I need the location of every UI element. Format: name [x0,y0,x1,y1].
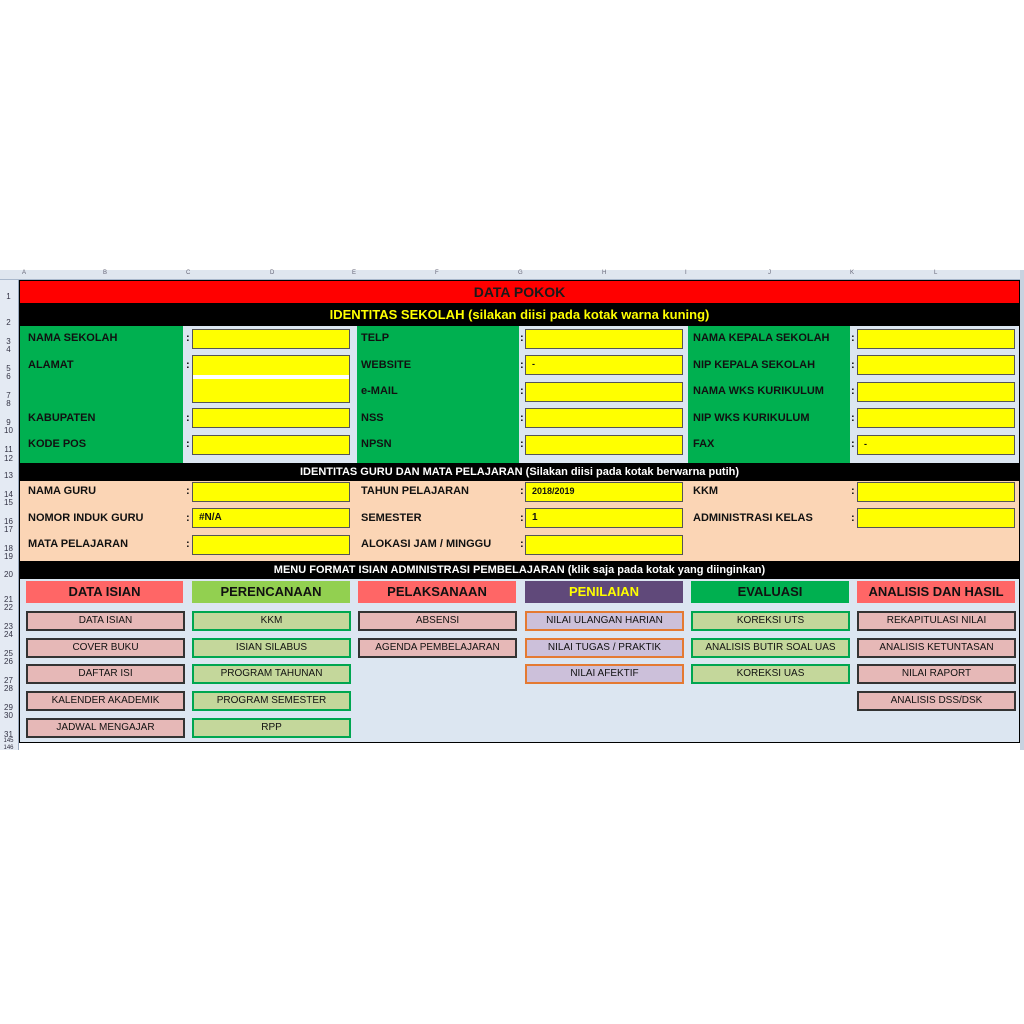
analisis-butir-soal-uas-button[interactable]: ANALISIS BUTIR SOAL UAS [691,638,850,658]
label-website: WEBSITE [361,359,412,371]
mata-pelajaran-input[interactable] [192,535,350,555]
label-kode-pos: KODE POS [28,438,87,450]
column-header[interactable]: I [685,270,687,276]
koreksi-uts-button[interactable]: KOREKSI UTS [691,611,850,631]
column-header[interactable]: E [352,270,357,276]
row-header[interactable]: 15 [4,498,13,507]
fax-input[interactable]: - [857,435,1015,455]
row-header[interactable]: 10 [4,426,13,435]
absensi-button[interactable]: ABSENSI [358,611,517,631]
column-header[interactable]: J [768,270,771,276]
row-header[interactable]: 31 [4,730,13,739]
colon: : [851,438,855,450]
label-fax: FAX [693,438,715,450]
colon: : [520,485,524,497]
alokasi-jam-input[interactable] [525,535,683,555]
alamat-input[interactable] [192,355,350,403]
label-nama-sekolah: NAMA SEKOLAH [28,332,118,344]
row-header[interactable]: 24 [4,630,13,639]
kkm-input[interactable] [857,482,1015,502]
column-header[interactable]: H [602,270,607,276]
daftar-isi-button[interactable]: DAFTAR ISI [26,664,185,684]
label-nama-wks-kurikulum: NAMA WKS KURIKULUM [693,385,824,397]
colon: : [851,359,855,371]
colon: : [520,538,524,550]
data-pokok-sheet [19,280,1020,743]
email-input[interactable] [525,382,683,402]
nss-input[interactable] [525,408,683,428]
row-header[interactable]: 11 [4,445,13,454]
colon: : [186,332,190,344]
category-pelaksanaan: PELAKSANAAN [358,581,516,603]
row-header[interactable]: 23 [4,622,13,631]
analisis-ketuntasan-button[interactable]: ANALISIS KETUNTASAN [857,638,1016,658]
row-header[interactable]: 25 [4,649,13,658]
column-header[interactable]: B [103,270,108,276]
colon: : [186,485,190,497]
cover-buku-button[interactable]: COVER BUKU [26,638,185,658]
program-tahunan-button[interactable]: PROGRAM TAHUNAN [192,664,351,684]
label-alamat: ALAMAT [28,359,74,371]
row-header[interactable]: 6 [6,372,11,381]
nama-wks-kurikulum-input[interactable] [857,382,1015,402]
colon: : [520,412,524,424]
tahun-pelajaran-input[interactable]: 2018/2019 [525,482,683,502]
row-header[interactable]: 29 [4,703,13,712]
semester-input[interactable]: 1 [525,508,683,528]
row-header[interactable]: 145 [3,738,14,744]
kalender-akademik-button[interactable]: KALENDER AKADEMIK [26,691,185,711]
label-nama-guru: NAMA GURU [28,485,97,497]
row-header[interactable]: 12 [4,454,13,463]
jadwal-mengajar-button[interactable]: JADWAL MENGAJAR [26,718,185,738]
row-header[interactable]: 16 [4,517,13,526]
nomor-induk-guru-input[interactable]: #N/A [192,508,350,528]
nama-guru-input[interactable] [192,482,350,502]
row-header[interactable]: 21 [4,595,13,604]
label-semester: SEMESTER [361,512,422,524]
administrasi-kelas-input[interactable] [857,508,1015,528]
school-section-header: IDENTITAS SEKOLAH (silakan diisi pada kotak warna kuning) [20,303,1019,326]
label-telp: TELP [361,332,390,344]
colon: : [520,385,524,397]
colon: : [186,512,190,524]
row-header[interactable]: 19 [4,552,13,561]
colon: : [186,359,190,371]
row-header[interactable]: 26 [4,657,13,666]
row-header[interactable]: 8 [6,399,11,408]
column-header[interactable]: L [934,270,938,276]
column-header[interactable]: C [186,270,191,276]
row-header[interactable]: 1 [6,292,11,301]
category-analisis-dan-hasil: ANALISIS DAN HASIL [857,581,1015,603]
column-headers [0,270,1020,280]
nilai-tugas-praktik-button[interactable]: NILAI TUGAS / PRAKTIK [525,638,684,658]
label-npsn: NPSN [361,438,392,450]
nilai-ulangan-harian-button[interactable]: NILAI ULANGAN HARIAN [525,611,684,631]
row-header[interactable]: 3 [6,337,11,346]
nilai-raport-button[interactable]: NILAI RAPORT [857,664,1016,684]
row-header[interactable]: 5 [6,364,11,373]
column-header[interactable]: D [270,270,275,276]
label-nss: NSS [361,412,384,424]
label-kabupaten: KABUPATEN [28,412,96,424]
spreadsheet [0,270,1024,750]
nip-wks-kurikulum-input[interactable] [857,408,1015,428]
colon: : [851,385,855,397]
label-mata-pelajaran: MATA PELAJARAN [28,538,129,550]
category-data-isian: DATA ISIAN [26,581,183,603]
row-header[interactable]: 9 [6,418,11,427]
row-headers [0,280,19,750]
colon: : [520,512,524,524]
label-email: e-MAIL [361,385,398,397]
koreksi-uas-button[interactable]: KOREKSI UAS [691,664,850,684]
row-header[interactable]: 20 [4,570,13,579]
label-nama-kepala-sekolah: NAMA KEPALA SEKOLAH [693,332,830,344]
row-header[interactable]: 2 [6,318,11,327]
kkm-button[interactable]: KKM [192,611,351,631]
colon: : [851,412,855,424]
colon: : [520,438,524,450]
colon: : [851,485,855,497]
data-isian-button[interactable]: DATA ISIAN [26,611,185,631]
isian-silabus-button[interactable]: ISIAN SILABUS [192,638,351,658]
category-perencanaan: PERENCANAAN [192,581,350,603]
row-header[interactable]: 14 [4,490,13,499]
nip-kepala-sekolah-input[interactable] [857,355,1015,375]
teacher-section-header: IDENTITAS GURU DAN MATA PELAJARAN (Silakan diisi pada kotak berwarna putih) [20,463,1019,481]
row-header[interactable]: 18 [4,544,13,553]
row-header[interactable]: 13 [4,471,13,480]
row-header[interactable]: 28 [4,684,13,693]
colon: : [520,359,524,371]
column-header[interactable]: G [518,270,523,276]
analisis-dss-dsk-button[interactable]: ANALISIS DSS/DSK [857,691,1016,711]
label-tahun-pelajaran: TAHUN PELAJARAN [361,485,469,497]
nama-sekolah-input[interactable] [192,329,350,349]
colon: : [186,412,190,424]
rpp-button[interactable]: RPP [192,718,351,738]
label-nip-kepala-sekolah: NIP KEPALA SEKOLAH [693,359,816,371]
column-header[interactable]: F [435,270,439,276]
kode-pos-input[interactable] [192,435,350,455]
telp-input[interactable] [525,329,683,349]
label-kkm: KKM [693,485,719,497]
cell-divider [193,375,349,379]
colon: : [851,332,855,344]
program-semester-button[interactable]: PROGRAM SEMESTER [192,691,351,711]
kabupaten-input[interactable] [192,408,350,428]
label-nomor-induk-guru: NOMOR INDUK GURU [28,512,144,524]
colon: : [851,512,855,524]
label-nip-wks-kurikulum: NIP WKS KURIKULUM [693,412,810,424]
row-header[interactable]: 17 [4,525,13,534]
row-header[interactable]: 27 [4,676,13,685]
row-header[interactable]: 146 [3,745,14,751]
agenda-pembelajaran-button[interactable]: AGENDA PEMBELAJARAN [358,638,517,658]
label-administrasi-kelas: ADMINISTRASI KELAS [693,512,813,524]
row-header[interactable]: 4 [6,345,11,354]
column-header[interactable]: K [850,270,855,276]
menu-section-header: MENU FORMAT ISIAN ADMINISTRASI PEMBELAJARAN (klik saja pada kotak yang diinginkan) [20,561,1019,579]
page-title: DATA POKOK [20,281,1019,303]
nilai-afektif-button[interactable]: NILAI AFEKTIF [525,664,684,684]
rekapitulasi-nilai-button[interactable]: REKAPITULASI NILAI [857,611,1016,631]
row-header[interactable]: 7 [6,391,11,400]
website-input[interactable]: - [525,355,683,375]
colon: : [186,438,190,450]
category-evaluasi: EVALUASI [691,581,849,603]
colon: : [186,538,190,550]
colon: : [520,332,524,344]
category-penilaian: PENILAIAN [525,581,683,603]
nama-kepala-sekolah-input[interactable] [857,329,1015,349]
row-header[interactable]: 30 [4,711,13,720]
npsn-input[interactable] [525,435,683,455]
row-header[interactable]: 22 [4,603,13,612]
column-header[interactable]: A [22,270,27,276]
vertical-scrollbar[interactable] [1020,270,1024,750]
label-alokasi-jam: ALOKASI JAM / MINGGU [361,538,492,550]
